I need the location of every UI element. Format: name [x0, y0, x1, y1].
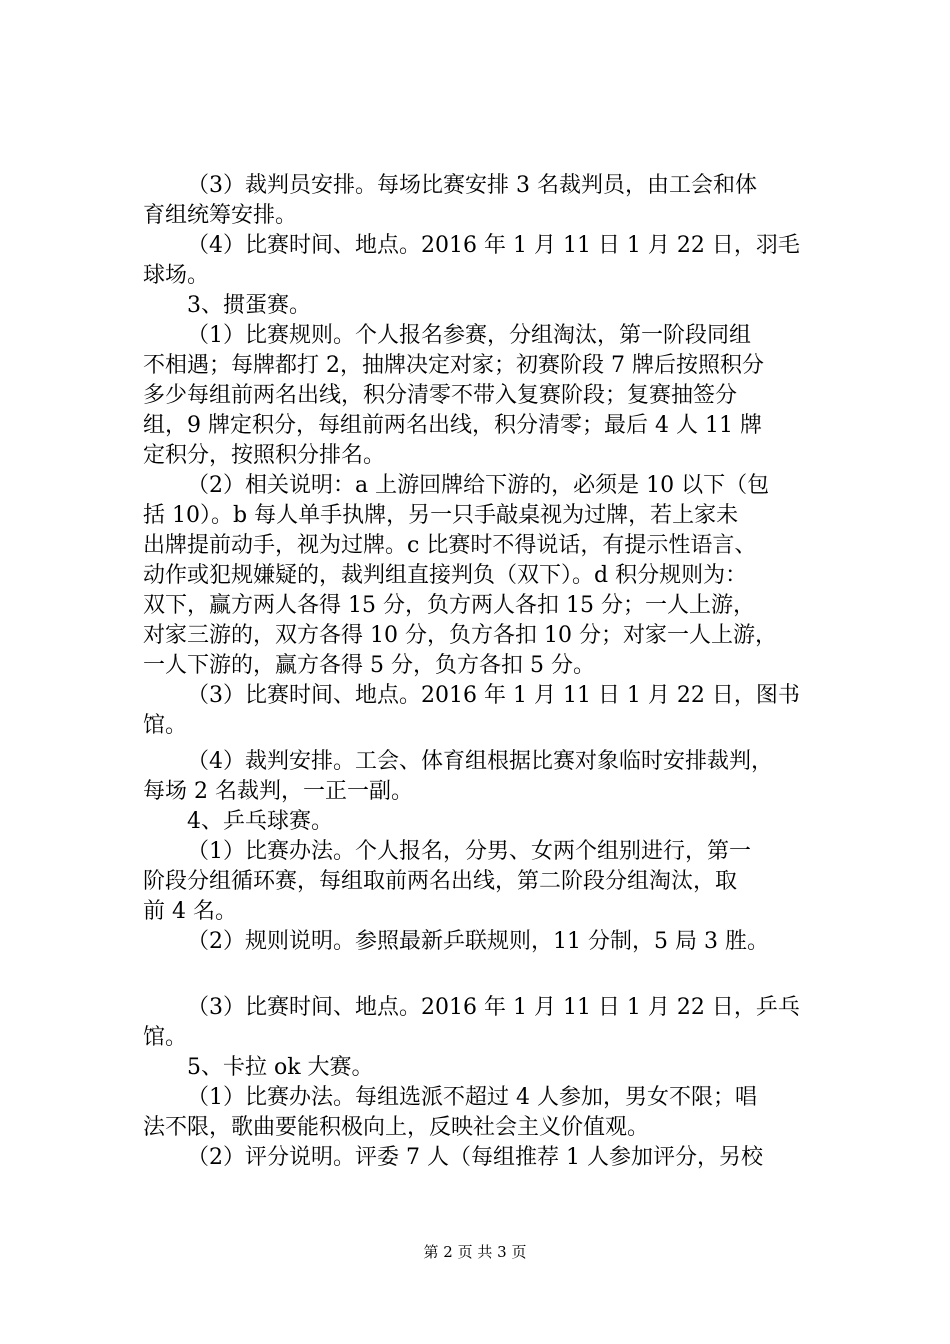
text-line: （3）裁判员安排。每场比赛安排 3 名裁判员，由工会和体 — [187, 173, 757, 198]
text-line: 动作或犯规嫌疑的，裁判组直接判负（双下）。d 积分规则为： — [143, 563, 748, 588]
text-line: （3）比赛时间、地点。2016 年 1 月 11 日 1 月 22 日，乒乓 — [187, 995, 800, 1020]
text-line: 前 4 名。 — [143, 899, 237, 924]
text-line: 馆。 — [143, 713, 188, 738]
text-line: 括 10）。b 每人单手执牌，另一只手敲桌视为过牌，若上家未 — [143, 503, 739, 528]
section-heading: 5、卡拉 ok 大赛。 — [187, 1055, 374, 1080]
text-line: （3）比赛时间、地点。2016 年 1 月 11 日 1 月 22 日，图书 — [187, 683, 800, 708]
text-line: （1）比赛办法。个人报名，分男、女两个组别进行，第一 — [187, 839, 751, 864]
text-line: 一人下游的，赢方各得 5 分，负方各扣 5 分。 — [143, 653, 595, 678]
text-line: 双下，赢方两人各得 15 分，负方两人各扣 15 分；一人上游， — [143, 593, 755, 618]
text-line: （2）评分说明。评委 7 人（每组推荐 1 人参加评分，另校 — [187, 1145, 763, 1170]
text-line: （4）比赛时间、地点。2016 年 1 月 11 日 1 月 22 日，羽毛 — [187, 233, 800, 258]
page-footer: 第 2 页 共 3 页 — [423, 1243, 527, 1261]
document-body — [143, 171, 833, 1173]
text-line: 对家三游的，双方各得 10 分，负方各扣 10 分；对家一人上游， — [143, 623, 777, 648]
text-line: 组，9 牌定积分，每组前两名出线，积分清零；最后 4 人 11 牌 — [143, 413, 762, 438]
text-line: 定积分，按照积分排名。 — [143, 443, 386, 468]
text-line: （2）相关说明：a 上游回牌给下游的，必须是 10 以下（包 — [187, 473, 770, 498]
text-line: 不相遇；每牌都打 2，抽牌决定对家；初赛阶段 7 牌后按照积分 — [143, 353, 764, 378]
text-line: 馆。 — [143, 1025, 188, 1050]
text-line: （4）裁判安排。工会、体育组根据比赛对象临时安排裁判， — [187, 749, 773, 774]
text-line: 育组统筹安排。 — [143, 203, 298, 228]
text-line: 每场 2 名裁判，一正一副。 — [143, 779, 413, 804]
text-line: （1）比赛规则。个人报名参赛，分组淘汰，第一阶段同组 — [187, 323, 751, 348]
text-line: 出牌提前动手，视为过牌。c 比赛时不得说话，有提示性语言、 — [143, 533, 757, 558]
text-line: 球场。 — [143, 263, 210, 288]
text-line: （2）规则说明。参照最新乒联规则，11 分制，5 局 3 胜。 — [187, 929, 769, 954]
section-heading: 4、乒乓球赛。 — [187, 809, 333, 834]
text-line: 法不限，歌曲要能积极向上，反映社会主义价值观。 — [143, 1115, 650, 1140]
text-line: （1）比赛办法。每组选派不超过 4 人参加，男女不限；唱 — [187, 1085, 757, 1110]
text-line: 多少每组前两名出线，积分清零不带入复赛阶段；复赛抽签分 — [143, 383, 738, 408]
text-line: 阶段分组循环赛，每组取前两名出线，第二阶段分组淘汰，取 — [143, 869, 738, 894]
section-heading: 3、掼蛋赛。 — [187, 293, 311, 318]
